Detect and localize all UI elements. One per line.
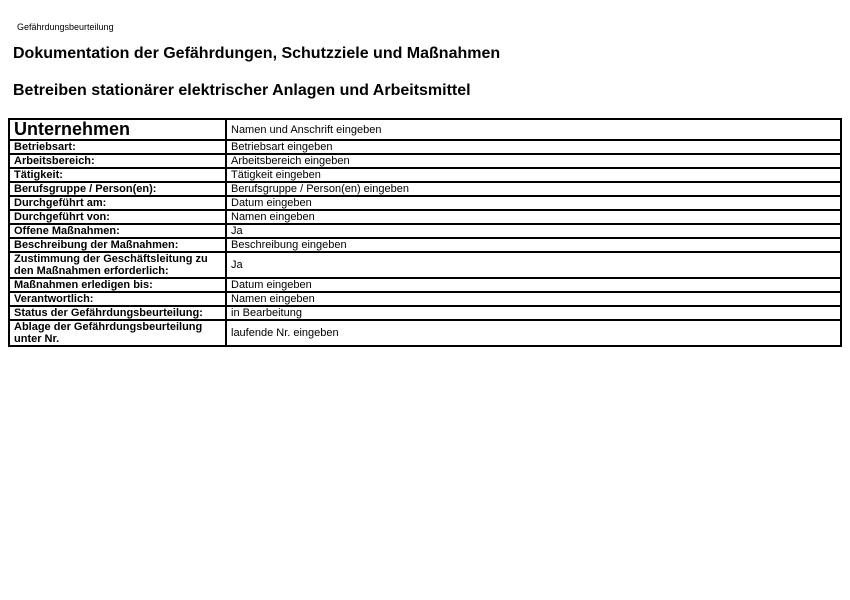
field-value-performed-on[interactable]: Datum eingeben	[226, 196, 841, 210]
field-value-assessment-status[interactable]: in Bearbeitung	[226, 306, 841, 320]
form-row-company	[9, 119, 841, 140]
field-value-company[interactable]: Namen und Anschrift eingeben	[226, 119, 841, 140]
field-value-performed-by[interactable]: Namen eingeben	[226, 210, 841, 224]
field-value-open-measures[interactable]: Ja	[226, 224, 841, 238]
form-row-measures-description	[9, 238, 841, 252]
form-row-responsible	[9, 292, 841, 306]
field-label-activity: Tätigkeit:	[9, 168, 226, 182]
header-label: Gefährdungsbeurteilung	[17, 22, 114, 32]
assessment-form-table	[8, 118, 842, 347]
field-label-open-measures: Offene Maßnahmen:	[9, 224, 226, 238]
field-value-responsible[interactable]: Namen eingeben	[226, 292, 841, 306]
field-label-performed-on: Durchgeführt am:	[9, 196, 226, 210]
field-label-assessment-status: Status der Gefährdungsbeurteilung:	[9, 306, 226, 320]
form-row-occupational-group	[9, 182, 841, 196]
form-row-performed-by	[9, 210, 841, 224]
field-label-responsible: Verantwortlich:	[9, 292, 226, 306]
form-row-activity	[9, 168, 841, 182]
form-row-operation-type	[9, 140, 841, 154]
field-label-measures-description: Beschreibung der Maßnahmen:	[9, 238, 226, 252]
document-title: Dokumentation der Gefährdungen, Schutzziele und Maßnahmen	[13, 45, 501, 62]
field-value-activity[interactable]: Tätigkeit eingeben	[226, 168, 841, 182]
field-label-filing-number: Ablage der Gefährdungsbeurteilung unter Nr.	[9, 320, 226, 346]
form-row-work-area	[9, 154, 841, 168]
field-label-performed-by: Durchgeführt von:	[9, 210, 226, 224]
form-row-management-approval	[9, 252, 841, 278]
field-value-due-date[interactable]: Datum eingeben	[226, 278, 841, 292]
form-row-filing-number	[9, 320, 841, 346]
field-value-management-approval[interactable]: Ja	[226, 252, 841, 278]
form-row-assessment-status	[9, 306, 841, 320]
field-label-operation-type: Betriebsart:	[9, 140, 226, 154]
document-subtitle: Betreiben stationärer elektrischer Anlagen und Arbeitsmittel	[13, 82, 471, 99]
form-row-performed-on	[9, 196, 841, 210]
field-label-work-area: Arbeitsbereich:	[9, 154, 226, 168]
field-label-management-approval: Zustimmung der Geschäftsleitung zu den Maßnahmen erforderlich:	[9, 252, 226, 278]
field-value-operation-type[interactable]: Betriebsart eingeben	[226, 140, 841, 154]
field-value-filing-number[interactable]: laufende Nr. eingeben	[226, 320, 841, 346]
form-row-open-measures	[9, 224, 841, 238]
field-value-occupational-group[interactable]: Berufsgruppe / Person(en) eingeben	[226, 182, 841, 196]
field-label-due-date: Maßnahmen erledigen bis:	[9, 278, 226, 292]
form-row-due-date	[9, 278, 841, 292]
field-label-occupational-group: Berufsgruppe / Person(en):	[9, 182, 226, 196]
field-value-work-area[interactable]: Arbeitsbereich eingeben	[226, 154, 841, 168]
field-label-company: Unternehmen	[9, 119, 226, 140]
field-value-measures-description[interactable]: Beschreibung eingeben	[226, 238, 841, 252]
